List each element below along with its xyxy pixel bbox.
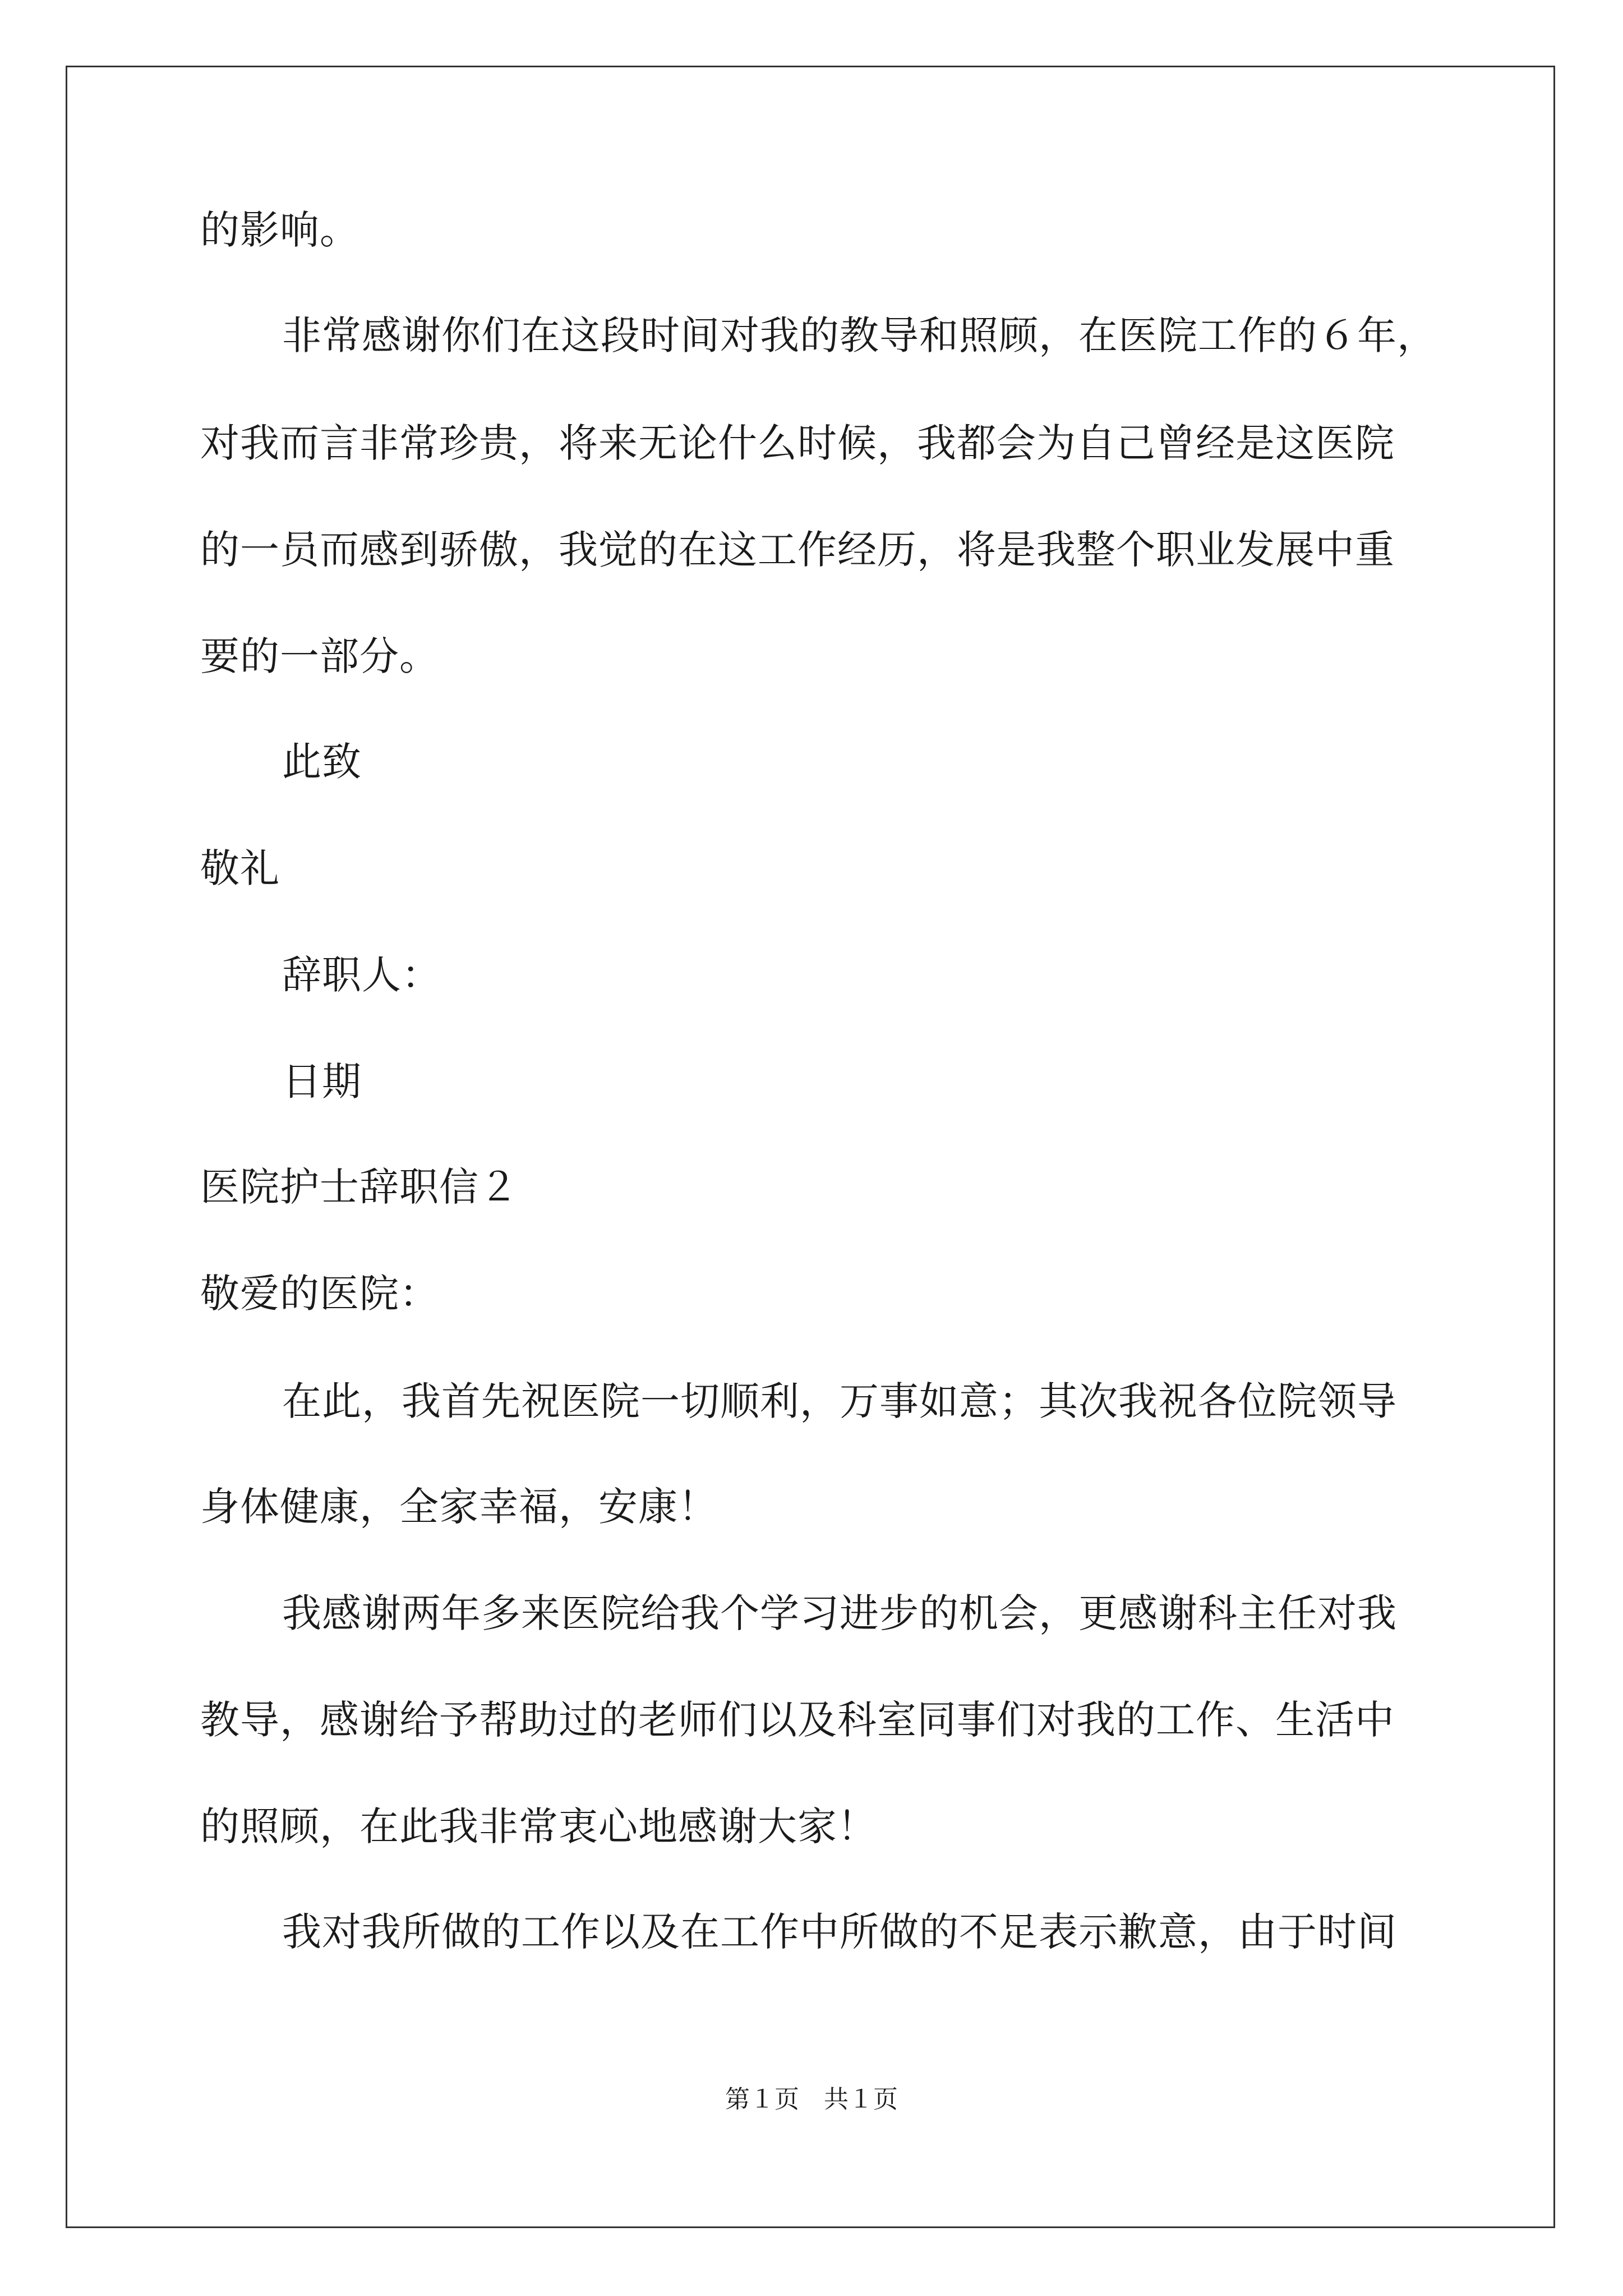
body-text-line: 教导，感谢给予帮助过的老师们以及科室同事们对我的工作、生活中 — [200, 1697, 1395, 1743]
body-text-line: 对我而言非常珍贵，将来无论什么时候，我都会为自己曾经是这医院 — [200, 420, 1395, 466]
body-text-line: 要的一部分。 — [200, 633, 439, 679]
body-text-line: 我感谢两年多来医院给我个学习进步的机会，更感谢科主任对我 — [282, 1590, 1397, 1636]
body-text-line: 非常感谢你们在这段时间对我的教导和照顾，在医院工作的６年， — [282, 312, 1437, 358]
body-text-line: 在此，我首先祝医院一切顺利，万事如意；其次我祝各位院领导 — [282, 1378, 1397, 1424]
closing-salutation: 此致 — [282, 739, 362, 785]
page-number-footer: 第１页 共１页 — [725, 2085, 898, 2114]
page-border — [66, 66, 1555, 2228]
body-text-line: 的一员而感到骄傲，我觉的在这工作经历，将是我整个职业发展中重 — [200, 527, 1395, 573]
letter-greeting: 敬爱的医院： — [200, 1271, 439, 1317]
body-text-line: 的影响。 — [200, 207, 359, 253]
signature-label: 辞职人： — [282, 952, 441, 998]
body-text-line: 的照顾，在此我非常衷心地感谢大家！ — [200, 1803, 877, 1849]
date-label: 日期 — [282, 1059, 362, 1105]
body-text-line: 我对我所做的工作以及在工作中所做的不足表示歉意，由于时间 — [282, 1909, 1397, 1955]
letter-heading: 医院护士辞职信２ — [200, 1164, 519, 1210]
closing-regards: 敬礼 — [200, 845, 280, 891]
body-text-line: 身体健康，全家幸福，安康！ — [200, 1484, 718, 1530]
